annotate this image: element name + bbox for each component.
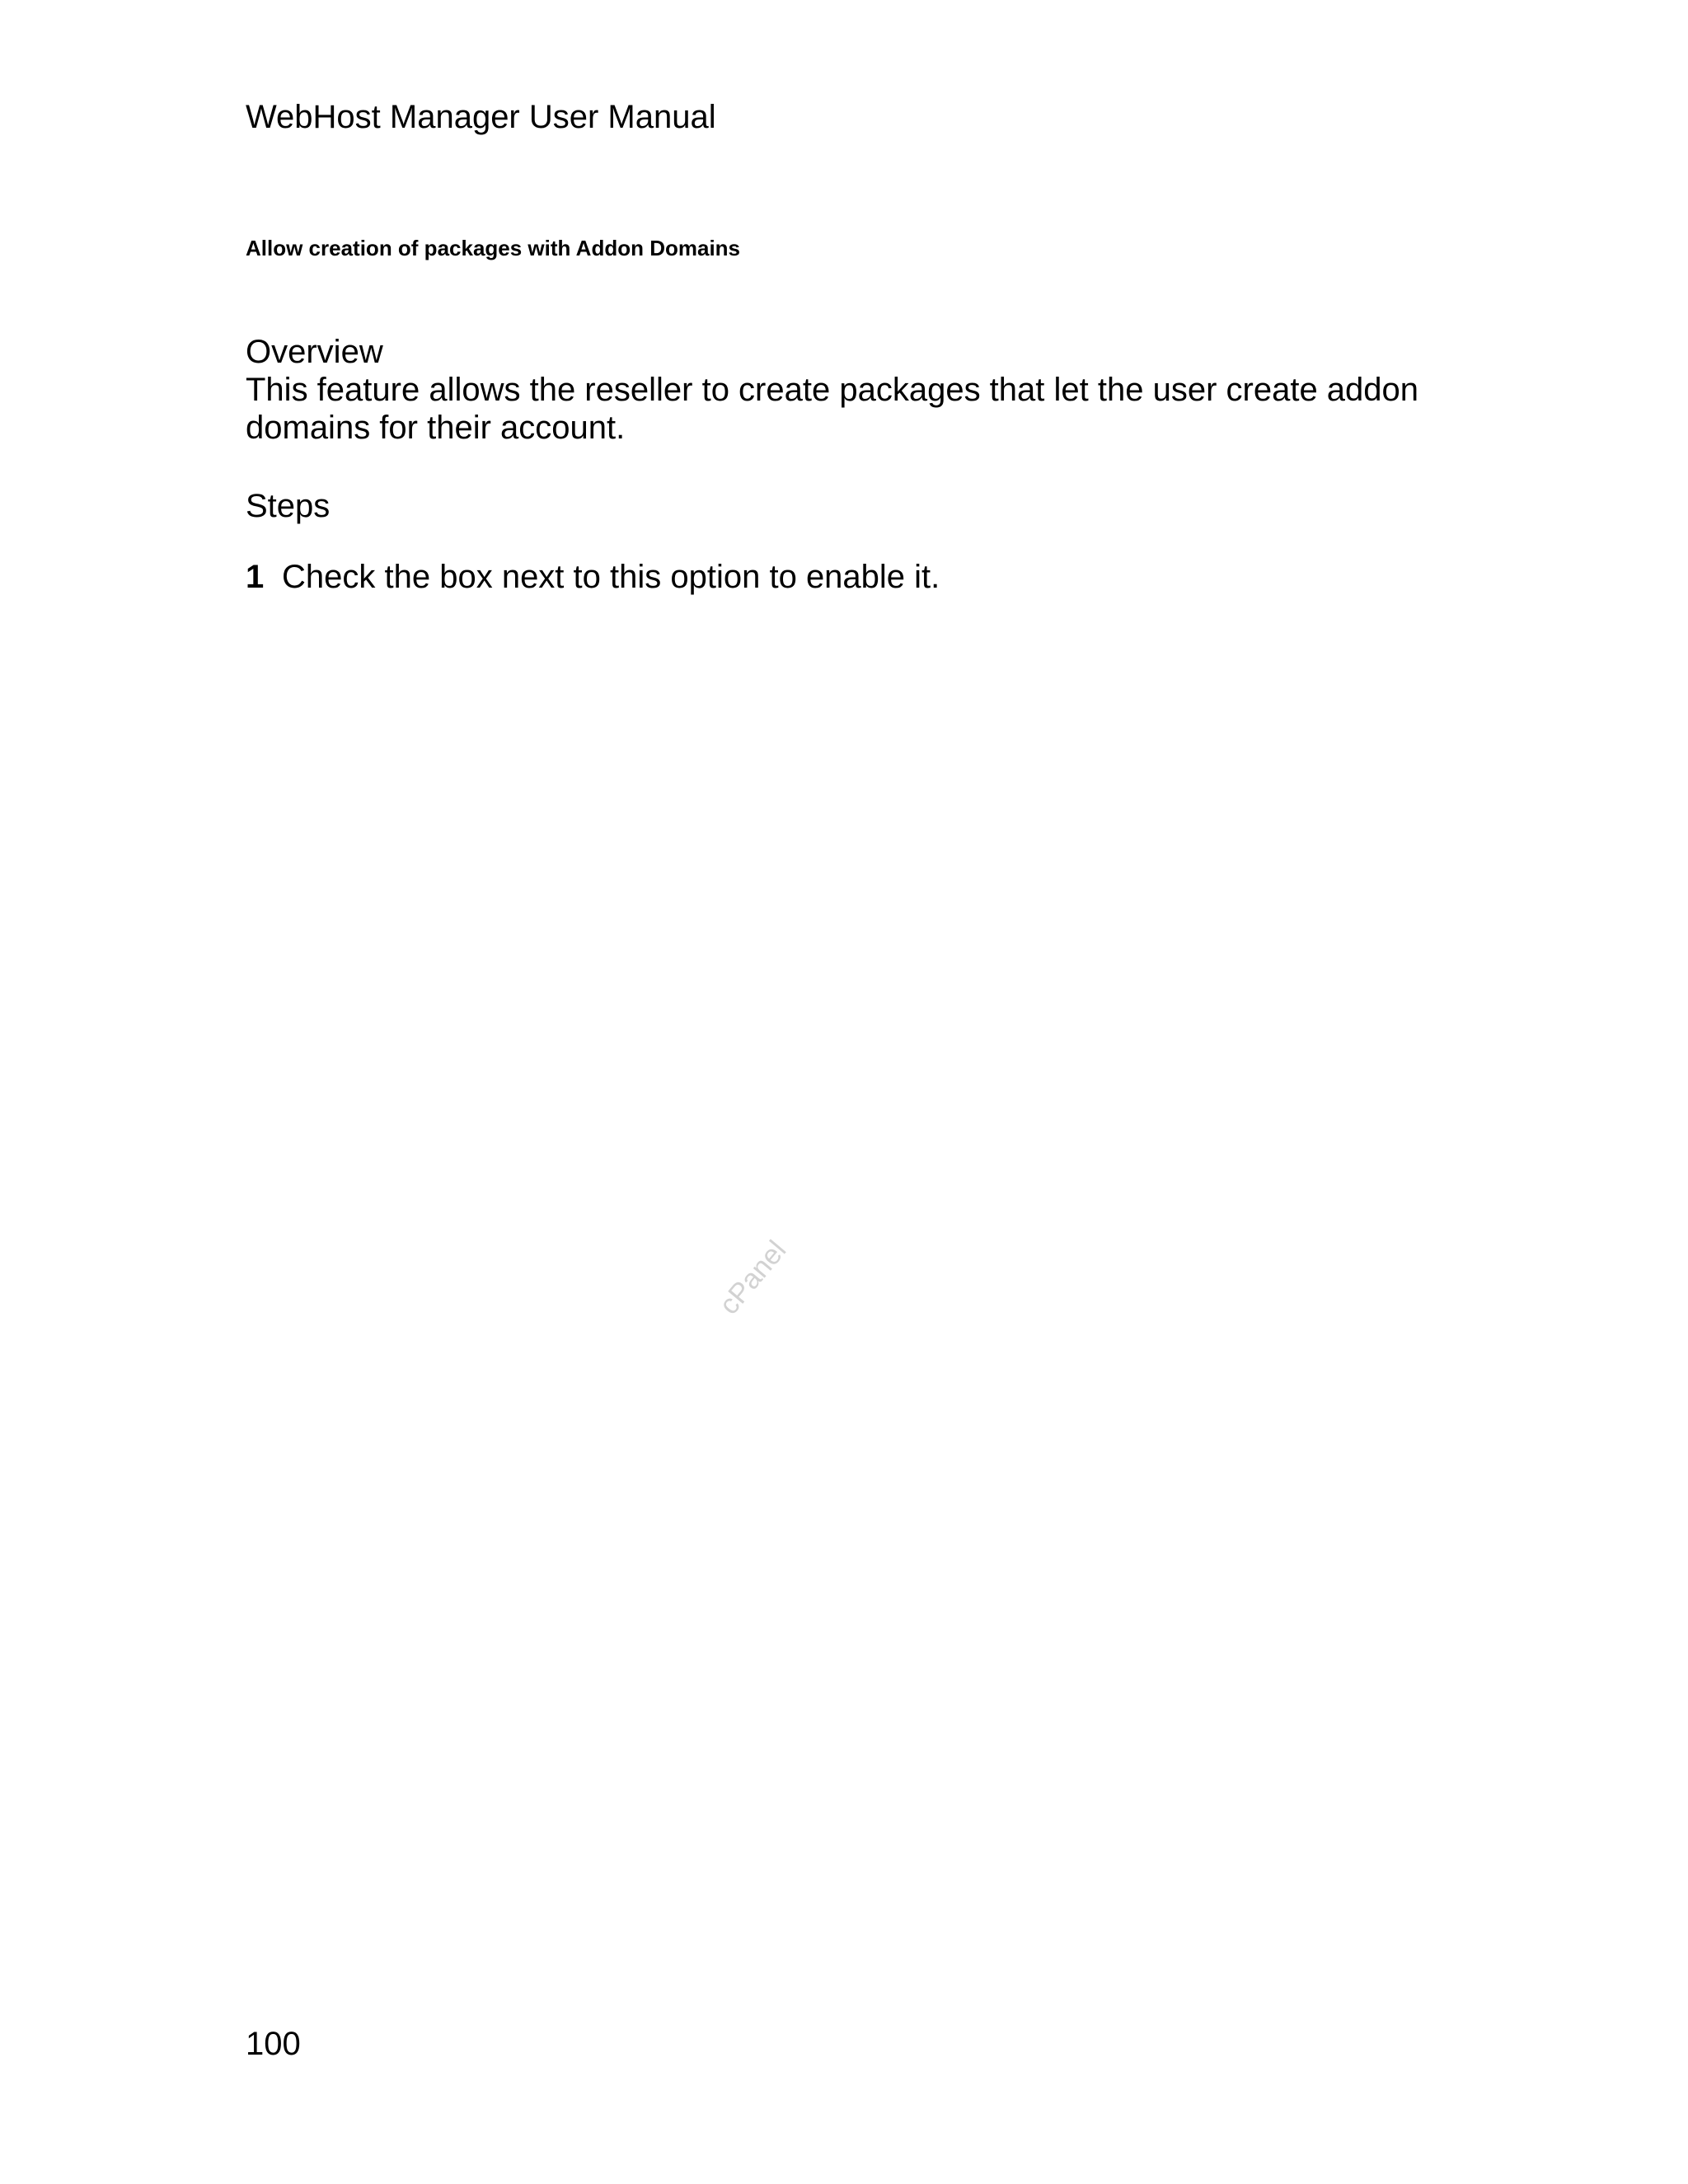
overview-heading: Overview bbox=[246, 334, 383, 370]
steps-heading: Steps bbox=[246, 488, 331, 524]
page-number: 100 bbox=[246, 2026, 301, 2062]
overview-body: This feature allows the reseller to create packages that let the user create addon domains for their account. bbox=[246, 372, 1419, 446]
section-title: Allow creation of packages with Addon Domains bbox=[246, 236, 741, 260]
step-text: Check the box next to this option to enable it. bbox=[282, 559, 940, 595]
step-number: 1 bbox=[246, 559, 265, 595]
page-header: WebHost Manager User Manual bbox=[246, 99, 716, 135]
watermark: cPanel bbox=[713, 1235, 793, 1321]
step-item bbox=[246, 555, 940, 598]
